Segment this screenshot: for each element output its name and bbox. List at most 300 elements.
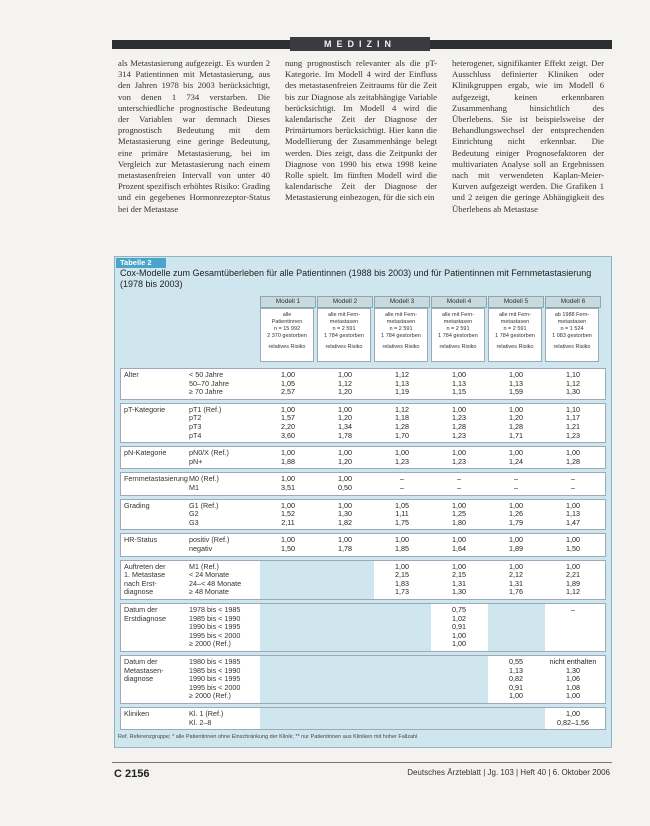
risk-value: 1,06	[566, 674, 580, 684]
risk-value: 0,91	[452, 622, 466, 632]
category-label: pT1 (Ref.)	[189, 404, 222, 414]
model-desc-line: n = 2 591	[332, 326, 356, 332]
risk-value: 1,23	[452, 456, 466, 466]
risk-value: 1,10	[566, 370, 580, 379]
risk-value: 1,20	[509, 413, 523, 423]
risk-value: 1,00	[281, 370, 295, 379]
risk-value: 1,47	[566, 517, 580, 527]
model-desc-line: n = 1 524	[560, 326, 584, 332]
risk-value: 1,26	[509, 509, 523, 519]
risk-value: 1,00	[281, 448, 295, 458]
empty-cell-shade	[260, 656, 317, 703]
model-value-column	[261, 536, 315, 553]
category-label: pT4	[189, 430, 202, 440]
model-value-column	[546, 710, 600, 727]
risk-value: 3,60	[281, 430, 295, 440]
risk-value: 1,00	[509, 500, 523, 510]
group-label	[124, 449, 188, 458]
model-value-column	[375, 563, 429, 597]
category-label: M1	[189, 482, 199, 492]
group-label-line: diagnose	[124, 674, 154, 684]
risk-value: 1,05	[395, 500, 409, 510]
risk-value: 1,00	[395, 535, 409, 545]
category-label: 50–70 Jahre	[189, 378, 229, 388]
model-value-column	[432, 475, 486, 492]
category-label: pN0/X (Ref.)	[189, 448, 229, 458]
risk-value: 1,82	[338, 517, 352, 527]
risk-value: 1,50	[281, 543, 295, 553]
model-ref-label: relatives Risiko	[553, 344, 591, 350]
category-labels	[189, 710, 259, 727]
model-value-column	[261, 475, 315, 492]
model-ref-label: relatives Risiko	[325, 344, 363, 350]
risk-value: 1,89	[509, 543, 523, 553]
model-desc-line: ab 1988 Fern-	[554, 312, 590, 318]
model-description	[260, 308, 314, 362]
risk-value: 1,00	[452, 630, 466, 640]
model-header: Modell 5	[488, 296, 544, 308]
risk-value: 1,00	[509, 370, 523, 379]
risk-value: 1,00	[452, 404, 466, 414]
model-desc-line: alle	[282, 312, 292, 318]
model-value-column	[318, 406, 372, 440]
model-desc-line: metastasen	[443, 319, 473, 325]
risk-value: 0,91	[509, 682, 523, 692]
risk-value: 1,20	[338, 413, 352, 423]
model-value-column	[546, 449, 600, 466]
risk-value: 1,13	[509, 378, 523, 388]
risk-value: –	[514, 474, 518, 484]
risk-value: 1,12	[566, 587, 580, 597]
group-label	[124, 563, 188, 597]
model-ref-label: relatives Risiko	[382, 344, 420, 350]
risk-value: –	[571, 474, 575, 484]
model-value-column	[261, 371, 315, 397]
category-label: M0 (Ref.)	[189, 474, 219, 484]
risk-value: –	[571, 482, 575, 492]
risk-value: –	[571, 605, 575, 614]
table-row-group	[120, 603, 606, 652]
category-label: ≥ 2000 (Ref.)	[189, 691, 231, 701]
risk-value: 1,79	[509, 517, 523, 527]
risk-value: 1,10	[566, 404, 580, 414]
category-labels	[189, 563, 259, 597]
model-desc-line: n = 2 591	[389, 326, 413, 332]
risk-value: 2,20	[281, 421, 295, 431]
risk-value: 1,00	[566, 500, 580, 510]
empty-cell-shade	[260, 561, 317, 599]
risk-value: 1,70	[395, 430, 409, 440]
risk-value: 1,00	[452, 500, 466, 510]
risk-value: 1,17	[566, 413, 580, 423]
model-value-column	[318, 475, 372, 492]
empty-cell-shade	[488, 708, 545, 729]
risk-value: 1,00	[509, 561, 523, 571]
empty-cell-shade	[260, 604, 317, 651]
empty-cell-shade	[374, 708, 431, 729]
group-label-line: Erstdiagnose	[124, 613, 166, 623]
risk-value: 1,00	[452, 370, 466, 379]
group-label	[124, 658, 188, 684]
group-label-line: Kliniken	[124, 709, 150, 718]
model-desc-line: Patientinnen	[271, 319, 303, 325]
risk-value: 1,00	[338, 370, 352, 379]
table-footnote: Ref. Referenzgruppe; * alle Patientinnen ohne Einschränkung der Klinik; ** nur Patientinnen aus Kliniken mit hoher Fallzahl	[118, 734, 418, 740]
model-desc-line: alle mit Fern-	[498, 312, 532, 318]
empty-cell-shade	[260, 708, 317, 729]
model-value-column	[546, 502, 600, 528]
table-row-group	[120, 707, 606, 730]
table-row-group	[120, 472, 606, 495]
risk-value: 1,00	[452, 639, 466, 649]
group-label-line: Fernmetastasierung	[124, 474, 188, 484]
risk-value: 1,23	[452, 413, 466, 423]
risk-value: 1,13	[452, 378, 466, 388]
risk-value: 1,12	[338, 378, 352, 388]
model-value-column	[318, 371, 372, 397]
model-value-column	[375, 371, 429, 397]
table-tag: Tabelle 2	[116, 258, 166, 268]
model-value-column	[432, 371, 486, 397]
group-label-line: nach Erst-	[124, 578, 157, 588]
model-value-column	[546, 606, 600, 649]
risk-value: –	[400, 482, 404, 492]
model-desc-line: n = 15 992	[273, 326, 301, 332]
category-label: 1990 bis < 1995	[189, 622, 241, 632]
group-label	[124, 475, 188, 484]
risk-value: 1,12	[395, 404, 409, 414]
risk-value: 1,00	[281, 535, 295, 545]
model-value-column	[375, 449, 429, 466]
model-value-column	[375, 406, 429, 440]
risk-value: 1,00	[509, 535, 523, 545]
model-value-column	[432, 502, 486, 528]
model-desc-line: n = 2 591	[446, 326, 470, 332]
group-label-line: diagnose	[124, 587, 154, 597]
model-description	[545, 308, 599, 362]
risk-value: 1,31	[509, 578, 523, 588]
risk-value: 1,02	[452, 613, 466, 623]
risk-value: 2,57	[281, 387, 295, 397]
empty-cell-shade	[317, 656, 374, 703]
category-labels	[189, 606, 259, 649]
model-value-column	[318, 502, 372, 528]
model-value-column	[546, 406, 600, 440]
model-value-column	[489, 371, 543, 397]
group-label-line: Grading	[124, 500, 150, 510]
risk-value: 1,00	[452, 535, 466, 545]
risk-value: 1,00	[566, 561, 580, 571]
model-value-column	[432, 606, 486, 649]
model-value-column	[432, 449, 486, 466]
model-value-column	[489, 449, 543, 466]
page-number: C 2156	[114, 768, 150, 780]
article-text-columns	[118, 58, 608, 258]
model-value-column	[375, 502, 429, 528]
model-header: Modell 2	[317, 296, 373, 308]
category-labels	[189, 449, 259, 466]
model-description	[431, 308, 485, 362]
model-value-column	[546, 536, 600, 553]
model-desc-line: alle mit Fern-	[384, 312, 418, 318]
risk-value: 1,00	[509, 404, 523, 414]
model-value-column	[318, 536, 372, 553]
text-column-1	[118, 58, 270, 215]
risk-value: 1,34	[338, 421, 352, 431]
risk-value: 0,50	[338, 482, 352, 492]
risk-value: 1,00	[338, 448, 352, 458]
risk-value: 1,21	[566, 421, 580, 431]
category-label: 1978 bis < 1985	[189, 605, 241, 614]
category-labels	[189, 658, 259, 701]
risk-value: 0,75	[452, 605, 466, 614]
model-ref-label: relatives Risiko	[439, 344, 477, 350]
table-row-group	[120, 655, 606, 704]
model-desc-line: alle mit Fern-	[441, 312, 475, 318]
category-label: negativ	[189, 543, 213, 553]
category-label: ≥ 70 Jahre	[189, 387, 223, 397]
risk-value: 1,00	[338, 474, 352, 484]
category-labels	[189, 475, 259, 492]
model-ref-label: relatives Risiko	[268, 344, 306, 350]
risk-value: 1,24	[509, 456, 523, 466]
category-label: positiv (Ref.)	[189, 535, 230, 545]
paragraph: nung prognostisch relevanter als die pT-Kategorie. Im Modell 4 wird der Einfluss des metastasenfreien Zeitraums für die Zeit bis zur Diagnose als zeitabhängige Variable berücksichtigt. Im Modell 4 wird die kalendarische Zeit der Diagnose der Primärtumors berücksichtigt. Hier kann die Modellierung der Zusammenhänge belegt werden. Dies zeigt, dass die Zeitpunkt der Diagnose von 1990 bis etwa 1998 keine Rolle spielt. Im fünften Modell wird die kalendarische Zeit der Diagnose der Metastasierung einbezogen, für die sich ein	[285, 58, 437, 203]
risk-value: 1,12	[395, 370, 409, 379]
section-header-label: MEDIZIN	[290, 37, 430, 51]
model-value-column	[261, 502, 315, 528]
model-value-column	[261, 406, 315, 440]
category-label: pN+	[189, 456, 203, 466]
risk-value: 1,83	[395, 578, 409, 588]
model-value-column	[546, 371, 600, 397]
category-label: Kl. 2–8	[189, 717, 212, 727]
risk-value: 2,12	[509, 570, 523, 580]
model-desc-line: n = 2 591	[503, 326, 527, 332]
table-row-group	[120, 446, 606, 469]
risk-value: 1,75	[395, 517, 409, 527]
model-value-column	[375, 475, 429, 492]
risk-value: 1,78	[338, 543, 352, 553]
risk-value: nicht enthalten	[549, 657, 597, 666]
table-row-group	[120, 560, 606, 600]
category-label: 1985 bis < 1990	[189, 613, 241, 623]
risk-value: 1,30	[338, 509, 352, 519]
risk-value: 1,23	[452, 430, 466, 440]
category-label: G2	[189, 509, 199, 519]
model-value-column	[546, 475, 600, 492]
risk-value: 1,00	[281, 500, 295, 510]
risk-value: 0,82	[509, 674, 523, 684]
model-value-column	[261, 449, 315, 466]
risk-value: 1,00	[452, 561, 466, 571]
risk-value: 1,00	[338, 500, 352, 510]
risk-value: 1,88	[281, 456, 295, 466]
risk-value: 1,30	[452, 587, 466, 597]
category-label: 24–< 48 Monate	[189, 578, 242, 588]
risk-value: 0,55	[509, 657, 523, 666]
model-header: Modell 6	[545, 296, 601, 308]
footer-rule	[112, 762, 612, 763]
empty-cell-shade	[431, 708, 488, 729]
category-label: 1990 bis < 1995	[189, 674, 241, 684]
empty-cell-shade	[431, 656, 488, 703]
risk-value: 1,64	[452, 543, 466, 553]
category-label: 1995 bis < 2000	[189, 630, 241, 640]
model-desc-line: 1 784 gestorben	[495, 333, 535, 339]
table-title: Cox-Modelle zum Gesamtüberleben für alle Patientinnen (1988 bis 2003) und für Patientinnen mit Fernmetastasierung (1978 bis 2003)	[120, 268, 592, 289]
model-desc-line: alle mit Fern-	[327, 312, 361, 318]
risk-value: 1,80	[452, 517, 466, 527]
category-label: ≥ 2000 (Ref.)	[189, 639, 231, 649]
model-value-column	[375, 536, 429, 553]
model-value-column	[489, 658, 543, 701]
model-description	[488, 308, 542, 362]
category-label: Kl. 1 (Ref.)	[189, 709, 224, 718]
category-label: < 24 Monate	[189, 570, 230, 580]
empty-cell-shade	[374, 604, 431, 651]
risk-value: 1,76	[509, 587, 523, 597]
group-label	[124, 536, 188, 545]
category-labels	[189, 371, 259, 397]
model-header: Modell 1	[260, 296, 316, 308]
category-labels	[189, 406, 259, 440]
model-value-column	[489, 563, 543, 597]
category-label: G1 (Ref.)	[189, 500, 219, 510]
risk-value: 2,15	[395, 570, 409, 580]
risk-value: –	[514, 482, 518, 492]
risk-value: 1,00	[566, 691, 580, 701]
empty-cell-shade	[374, 656, 431, 703]
risk-value: –	[400, 474, 404, 484]
risk-value: 1,00	[452, 448, 466, 458]
group-label	[124, 406, 188, 415]
risk-value: 2,21	[566, 570, 580, 580]
empty-cell-shade	[317, 604, 374, 651]
risk-value: 1,00	[566, 448, 580, 458]
group-label-line: pT-Kategorie	[124, 404, 166, 414]
risk-value: 1,89	[566, 578, 580, 588]
risk-value: 1,13	[566, 509, 580, 519]
risk-value: 1,30	[566, 387, 580, 397]
model-value-column	[489, 502, 543, 528]
table-row-group	[120, 533, 606, 556]
model-description	[374, 308, 428, 362]
risk-value: 1,11	[395, 509, 409, 519]
group-label-line: Metastasen-	[124, 665, 164, 675]
category-labels	[189, 536, 259, 553]
category-label: pT3	[189, 421, 202, 431]
category-label: 1985 bis < 1990	[189, 665, 241, 675]
risk-value: 1,52	[281, 509, 295, 519]
model-desc-line: metastasen	[557, 319, 587, 325]
group-label-line: Auftreten der	[124, 561, 166, 571]
model-desc-line: metastasen	[329, 319, 359, 325]
risk-value: –	[457, 482, 461, 492]
risk-value: 1,71	[509, 430, 523, 440]
risk-value: 1,23	[566, 430, 580, 440]
risk-value: 1,00	[395, 561, 409, 571]
risk-value: 1,31	[452, 578, 466, 588]
model-value-column	[489, 406, 543, 440]
risk-value: 1,73	[395, 587, 409, 597]
empty-cell-shade	[317, 561, 374, 599]
model-value-column	[318, 449, 372, 466]
risk-value: 3,51	[281, 482, 295, 492]
text-column-2	[285, 58, 437, 204]
model-desc-line: 1 784 gestorben	[381, 333, 421, 339]
model-desc-line: 1 083 gestorben	[552, 333, 592, 339]
risk-value: 1,23	[395, 456, 409, 466]
group-label	[124, 371, 188, 380]
table-row-group	[120, 499, 606, 531]
risk-value: 1,30	[566, 665, 580, 675]
risk-value: 1,00	[509, 691, 523, 701]
model-value-column	[432, 563, 486, 597]
group-label-line: Datum der	[124, 605, 158, 614]
model-desc-line: 2 370 gestorben	[267, 333, 307, 339]
model-desc-line: metastasen	[500, 319, 530, 325]
model-desc-line: 1 784 gestorben	[438, 333, 478, 339]
model-ref-label: relatives Risiko	[496, 344, 534, 350]
risk-value: 1,15	[452, 387, 466, 397]
group-label-line: Alter	[124, 370, 139, 379]
risk-value: 0,82–1,56	[557, 717, 589, 727]
empty-cell-shade	[488, 604, 545, 651]
risk-value: 1,00	[566, 709, 580, 718]
risk-value: 1,59	[509, 387, 523, 397]
group-label	[124, 502, 188, 511]
category-labels	[189, 502, 259, 528]
model-header: Modell 4	[431, 296, 487, 308]
table-row-group	[120, 403, 606, 443]
risk-value: 1,25	[452, 509, 466, 519]
group-label-line: pN-Kategorie	[124, 448, 167, 458]
risk-value: 1,12	[566, 378, 580, 388]
journal-citation: Deutsches Ärzteblatt | Jg. 103 | Heft 40 | 6. Oktober 2006	[407, 768, 610, 777]
model-value-column	[489, 536, 543, 553]
paragraph: heterogener, signifikanter Effekt zeigt. Der Ausschluss definierter Kliniken oder Klinikgruppen ergab, wie im Modell 6 aufgezeigt, keinen erkennbaren Zusammenhang hinsichtlich des Überlebens. Sie ist beispielsweise der Behandlungswechsel der entsprechenden Einrichtung nicht erkennbar. Die Bedeutung einiger Prognosefaktoren der multivariaten Analyse soll an Ergebnissen nach mit verwendeten Kaplan-Meier-Kurven aufgezeigt werden. Die Grafiken 1 und 2 zeigen die geringe Abhängigkeit des Überlebens ab Metastase	[452, 58, 604, 214]
empty-cell-shade	[317, 708, 374, 729]
risk-value: 1,00	[281, 404, 295, 414]
category-label: 1980 bis < 1985	[189, 657, 241, 666]
risk-value: 1,00	[566, 535, 580, 545]
risk-value: 1,85	[395, 543, 409, 553]
risk-value: 1,28	[566, 456, 580, 466]
risk-value: 1,50	[566, 543, 580, 553]
text-column-3	[452, 58, 604, 215]
model-description	[317, 308, 371, 362]
model-value-column	[432, 536, 486, 553]
risk-value: 1,00	[281, 474, 295, 484]
risk-value: 1,05	[281, 378, 295, 388]
risk-value: 1,28	[509, 421, 523, 431]
model-value-column	[489, 475, 543, 492]
risk-value: 1,00	[395, 448, 409, 458]
risk-value: 1,28	[395, 421, 409, 431]
model-desc-line: 1 784 gestorben	[324, 333, 364, 339]
risk-value: 1,13	[509, 665, 523, 675]
category-label: pT2	[189, 413, 202, 423]
risk-value: 1,19	[395, 387, 409, 397]
risk-value: 1,78	[338, 430, 352, 440]
group-label	[124, 606, 188, 623]
category-label: 1995 bis < 2000	[189, 682, 241, 692]
group-label	[124, 710, 188, 719]
group-label-line: HR-Status	[124, 535, 158, 545]
group-label-line: 1. Metastase	[124, 570, 166, 580]
risk-value: –	[457, 474, 461, 484]
